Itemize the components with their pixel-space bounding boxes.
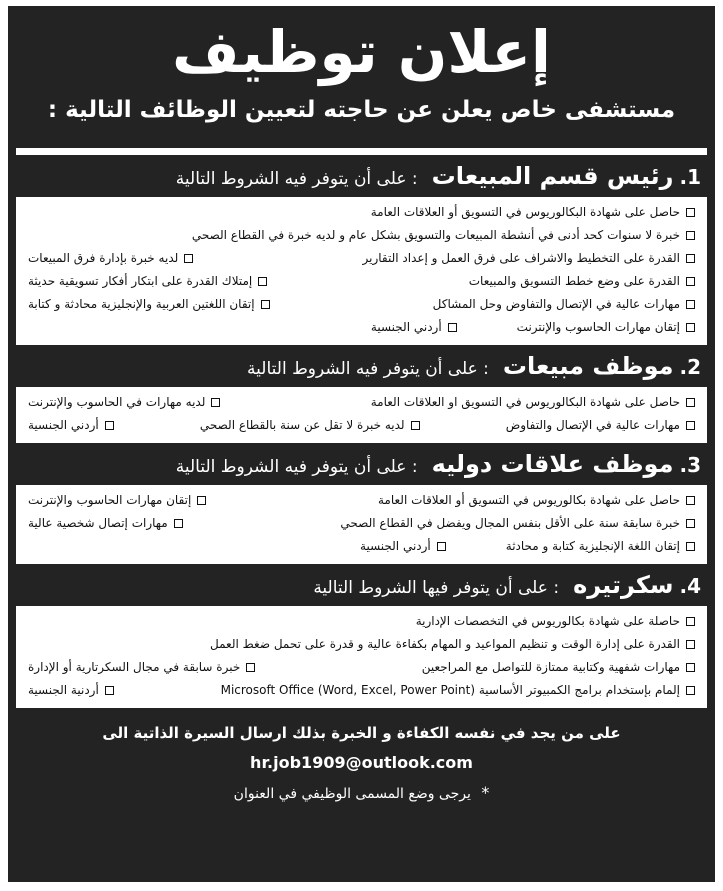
checkbox-icon — [448, 323, 457, 332]
checkbox-icon — [105, 421, 114, 430]
requirements-box — [16, 606, 707, 708]
requirement-item — [506, 535, 695, 558]
requirement-item — [192, 224, 695, 247]
checkbox-icon — [686, 686, 695, 695]
requirement-text: لديه مهارات في الحاسوب والإنترنت — [28, 395, 206, 409]
requirement-item — [371, 201, 695, 224]
section-header — [8, 443, 715, 485]
checkbox-icon — [686, 254, 695, 263]
section-number: 2. — [679, 355, 701, 379]
checkbox-icon — [686, 542, 695, 551]
checkbox-icon — [686, 277, 695, 286]
requirement-item — [371, 316, 457, 339]
section-condition: : على أن يتوفر فيه الشروط التالية — [175, 169, 418, 189]
checkbox-icon — [258, 277, 267, 286]
requirements-row — [28, 633, 695, 656]
requirement-text: أردني الجنسية — [360, 539, 431, 553]
requirement-text: خبرة سابقة سنة على الأقل بنفس المجال ويفضل في القطاع الصحي — [340, 516, 680, 530]
requirement-item — [28, 293, 270, 316]
requirement-text: إمتلاك القدرة على ابتكار أفكار تسويقية حديثة — [28, 274, 253, 288]
requirement-text: حاصل على شهادة بكالوريوس في التسويق أو العلاقات العامة — [378, 493, 680, 507]
requirement-text: إتقان مهارات الحاسوب والإنترنت — [516, 320, 680, 334]
requirement-item — [517, 316, 695, 339]
checkbox-icon — [261, 300, 270, 309]
checkbox-icon — [211, 398, 220, 407]
requirement-text: مهارات شفهية وكتابية ممتازة للتواصل مع المراجعين — [421, 660, 680, 674]
section-number: 1. — [679, 165, 701, 189]
requirements-row — [28, 679, 695, 702]
title-note — [8, 778, 715, 809]
requirement-item — [28, 512, 183, 535]
requirements-row — [28, 489, 695, 512]
requirements-row — [28, 201, 695, 224]
requirement-text: أردني الجنسية — [28, 418, 99, 432]
requirement-item — [371, 391, 695, 414]
checkbox-icon — [686, 323, 695, 332]
checkbox-icon — [686, 421, 695, 430]
requirements-row — [28, 293, 695, 316]
requirement-text: إتقان اللغتين العربية والإنجليزية محادثة و كتابة — [28, 297, 255, 311]
requirements-row — [28, 247, 695, 270]
requirement-item — [378, 489, 695, 512]
page-subtitle: مستشفى خاص يعلن عن حاجته لتعيين الوظائف التالية : — [47, 97, 676, 123]
checkbox-icon — [686, 496, 695, 505]
requirement-item — [362, 247, 695, 270]
requirement-item — [28, 391, 220, 414]
requirement-text: القدرة على التخطيط والاشراف على فرق العمل و إعداد التقارير — [362, 251, 680, 265]
checkbox-icon — [686, 617, 695, 626]
requirements-row — [28, 316, 695, 339]
section-title: موظف علاقات دوليه — [431, 450, 674, 478]
section-title: موظف مبيعات — [502, 352, 674, 380]
section-header — [8, 564, 715, 606]
requirement-item — [210, 633, 695, 656]
checkbox-icon — [686, 663, 695, 672]
note-text: يرجى وضع المسمى الوظيفي في العنوان — [233, 786, 471, 802]
requirement-item — [360, 535, 446, 558]
requirements-row — [28, 391, 695, 414]
requirement-item — [28, 247, 193, 270]
requirement-text: مهارات عالية في الإتصال والتفاوض — [505, 418, 680, 432]
requirement-text: حاصلة على شهادة بكالوريوس في التخصصات الإدارية — [415, 614, 680, 628]
checkbox-icon — [411, 421, 420, 430]
requirement-item — [506, 414, 695, 437]
checkbox-icon — [105, 686, 114, 695]
requirement-text: خبرة لا سنوات كحد أدنى في أنشطة المبيعات والتسويق بشكل عام و لديه خبرة في القطاع الصحي — [191, 228, 680, 242]
requirements-box — [16, 485, 707, 564]
checkbox-icon — [686, 519, 695, 528]
requirements-row — [28, 656, 695, 679]
requirements-row — [28, 535, 695, 558]
contact-email[interactable]: hr.job1909@outlook.com — [250, 753, 473, 772]
requirement-text: مهارات عالية في الإتصال والتفاوض وحل المشاكل — [432, 297, 680, 311]
section-header — [8, 345, 715, 387]
section-condition: : على أن يتوفر فيه الشروط التالية — [175, 457, 418, 477]
checkbox-icon — [437, 542, 446, 551]
requirement-item — [433, 293, 695, 316]
section-title: سكرتيره — [573, 571, 674, 599]
requirements-box — [16, 197, 707, 345]
requirement-text: القدرة على وضع خطط التسويق والمبيعات — [468, 274, 680, 288]
requirement-item — [28, 656, 255, 679]
requirement-item — [469, 270, 695, 293]
ad-header — [8, 6, 715, 148]
requirement-item — [340, 512, 695, 535]
requirement-item — [28, 414, 114, 437]
requirement-text: لديه خبرة لا تقل عن سنة بالقطاع الصحي — [199, 418, 405, 432]
contact-text: على من يجد في نفسه الكفاءة و الخبرة بذلك ارسال السيرة الذاتية الى — [102, 724, 621, 742]
ad-footer — [8, 708, 715, 809]
page-title: إعلان توظيف — [172, 18, 551, 86]
requirement-text: إلمام بإستخدام برامج الكمبيوتر الأساسية (Microsoft Office (Word, Excel, Power Point — [220, 683, 680, 697]
requirement-text: أردنية الجنسية — [28, 683, 99, 697]
requirement-item — [200, 414, 420, 437]
checkbox-icon — [246, 663, 255, 672]
requirement-item — [221, 679, 695, 702]
note-star: * — [481, 783, 490, 802]
section-header — [8, 155, 715, 197]
requirement-item — [422, 656, 695, 679]
requirements-row — [28, 224, 695, 247]
header-divider — [16, 148, 707, 155]
section-condition: : على أن يتوفر فيه الشروط التالية — [247, 359, 489, 379]
checkbox-icon — [184, 254, 193, 263]
checkbox-icon — [686, 208, 695, 217]
checkbox-icon — [174, 519, 183, 528]
requirement-text: لديه خبرة بإدارة فرق المبيعات — [28, 251, 179, 265]
requirements-row — [28, 270, 695, 293]
requirements-box — [16, 387, 707, 443]
requirement-item — [28, 489, 206, 512]
checkbox-icon — [686, 640, 695, 649]
requirement-text: خبرة سابقة في مجال السكرتارية أو الإدارة — [28, 660, 241, 674]
section-condition: : على أن يتوفر فيها الشروط التالية — [313, 578, 560, 598]
requirements-row — [28, 414, 695, 437]
requirements-row — [28, 512, 695, 535]
requirements-row — [28, 610, 695, 633]
requirement-text: القدرة على إدارة الوقت و تنظيم المواعيد و المهام بكفاءة عالية و قدرة على تحمل ضغط العمل — [210, 637, 680, 651]
checkbox-icon — [686, 398, 695, 407]
requirement-item — [28, 270, 267, 293]
requirement-text: إتقان مهارات الحاسوب والإنترنت — [28, 493, 192, 507]
checkbox-icon — [197, 496, 206, 505]
contact-line — [8, 718, 715, 778]
requirement-item — [28, 679, 114, 702]
requirement-text: مهارات إتصال شخصية عالية — [28, 516, 168, 530]
section-number: 4. — [679, 574, 701, 598]
checkbox-icon — [686, 231, 695, 240]
requirement-text: إتقان اللغة الإنجليزية كتابة و محادثة — [505, 539, 680, 553]
requirement-text: أردني الجنسية — [370, 320, 442, 334]
checkbox-icon — [686, 300, 695, 309]
job-advertisement — [8, 6, 715, 882]
section-number: 3. — [679, 453, 701, 477]
requirement-text: حاصل على شهادة البكالوريوس في التسويق أو العلاقات العامة — [370, 205, 680, 219]
requirement-item — [416, 610, 695, 633]
requirement-text: حاصل على شهادة البكالوريوس في التسويق او العلاقات العامة — [370, 395, 680, 409]
section-title: رئيس قسم المبيعات — [431, 162, 674, 190]
job-sections — [8, 155, 715, 708]
